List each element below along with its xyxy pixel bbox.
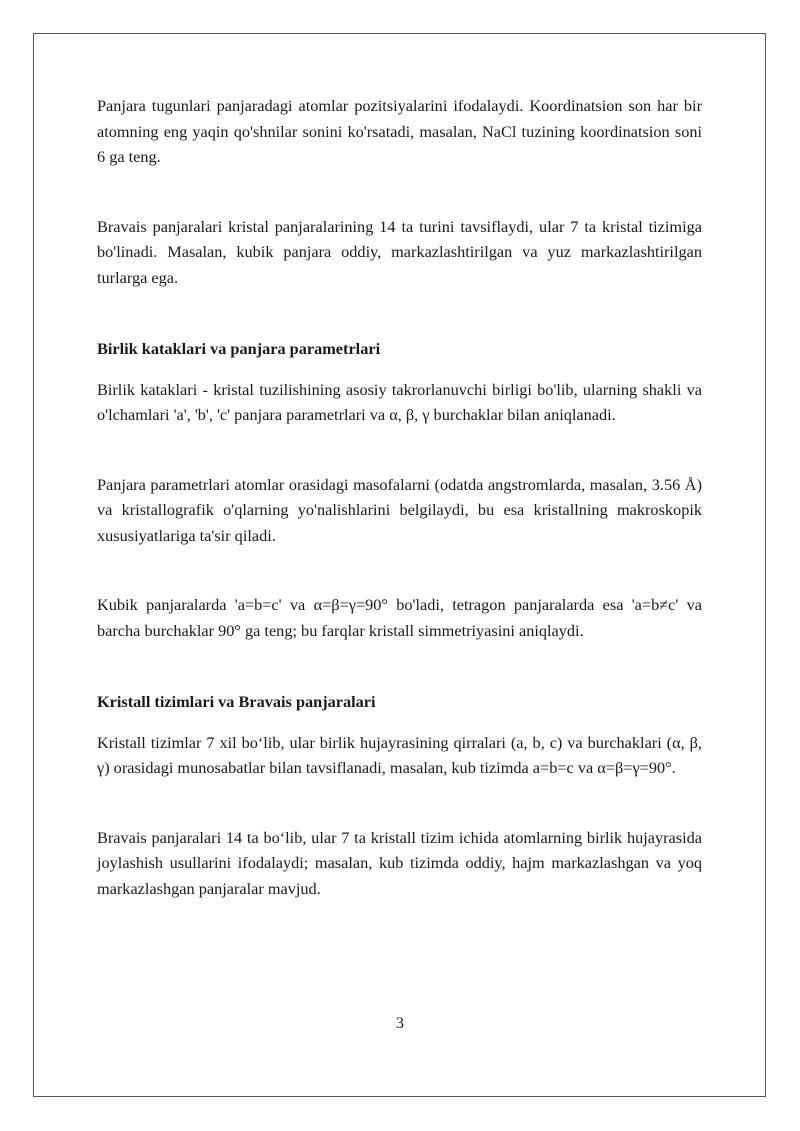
page-number: 3 [395, 1013, 405, 1032]
paragraph-bravais-lattices: Bravais panjaralari 14 ta bo‘lib, ular 7 ta kristall tizim ichida atomlarning birlik hujayrasida joylashish usullarini ifodalaydi; masalan, kub tizimda oddiy, hajm markazlashgan va yoq markazlashgan panjaralar mavjud. [97, 827, 702, 898]
page-content [97, 93, 702, 901]
paragraph-lattice-nodes: Panjara tugunlari panjaradagi atomlar pozitsiyalarini ifodalaydi. Koordinatsion son har bir atomning eng yaqin qo'shnilar sonini ko'rsatadi, masalan, NaCl tuzining koordinatsion soni 6 ga teng. [97, 96, 702, 166]
paragraph-cubic-tetragonal: Kubik panjaralarda 'a=b=c' va α=β=γ=90° bo'ladi, tetragon panjaralarda esa 'a=b≠c' va barcha burchaklar 90° ga teng; bu farqlar kristall simmetriyasini aniqlaydi. [97, 595, 702, 640]
paragraph-crystal-systems: Kristall tizimlar 7 xil bo‘lib, ular birlik hujayrasining qirralari (a, b, c) va burchaklari (α, β, γ) orasidagi munosabatlar bilan tavsiflanadi, masalan, kub tizimda a=b=c va α=β=γ=90°. [97, 732, 702, 777]
paragraph-bravais-intro: Bravais panjaralari kristal panjaralarining 14 ta turini tavsiflaydi, ular 7 ta kristal tizimiga bo'linadi. Masalan, kubik panjara oddiy, markazlashtirilgan va yuz markazlashtirilgan turlarga ega. [97, 216, 702, 287]
paragraph-lattice-parameters: Panjara parametrlari atomlar orasidagi masofalarni (odatda angstromlarda, masalan, 3.56 Å) va kristallografik o'qlarning yo'nalishlarini belgilaydi, bu esa kristallning makroskopik xususiyatlariga ta'sir qiladi. [97, 474, 702, 545]
paragraph-unit-cells: Birlik kataklari - kristal tuzilishining asosiy takrorlanuvchi birligi bo'lib, ularning shakli va o'lchamlari 'a', 'b', 'c' panjara parametrlari va α, β, γ burchaklar bilan aniqlanadi. [97, 379, 702, 424]
heading-unit-cells: Birlik kataklari va panjara parametrlari [97, 339, 381, 358]
heading-crystal-systems: Kristall tizimlari va Bravais panjaralari [97, 692, 376, 711]
